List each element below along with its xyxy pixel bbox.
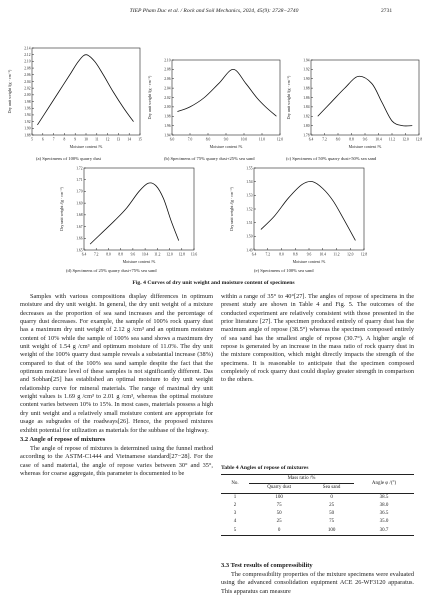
x-tick-label: 8.0: [279, 252, 284, 257]
x-tick-label: 13: [116, 137, 121, 142]
y-tick-label: 2.00: [164, 105, 171, 110]
x-tick-label: 8.0: [335, 137, 341, 142]
x-tick-label: 7.2: [322, 137, 327, 142]
table-cell: 38.0: [379, 502, 389, 508]
y-tick-label: 1.70: [76, 189, 83, 194]
table-head-sand: Sea sand: [309, 484, 354, 493]
right-column-lower: [221, 561, 414, 596]
table-cell: 0: [330, 494, 333, 500]
y-tick-label: 1.82: [303, 114, 310, 119]
y-tick-label: 2.00: [24, 93, 31, 98]
chart-e: [228, 164, 368, 266]
table-cell: 5: [221, 527, 249, 536]
x-tick-label: 11.0: [258, 137, 266, 142]
y-tick-label: 1.98: [164, 114, 171, 119]
x-tick-label: 14: [127, 137, 131, 142]
y-tick-label: 1.96: [164, 123, 171, 128]
y-axis-label: Dry unit weight /(g · cm⁻³): [147, 75, 152, 120]
y-axis-label: Dry unit weight /(g · cm⁻³): [59, 187, 64, 231]
table-head-angle: Angle φ /(°): [354, 475, 414, 494]
x-tick-label: 11.2: [333, 252, 340, 257]
chart-b-caption: (b) Specimens of 75% quarry dust+25% sea sand: [164, 156, 255, 161]
y-tick-label: 2.08: [24, 66, 31, 71]
x-tick-label: 5: [31, 137, 33, 142]
chart-c-caption: (c) Specimens of 50% quarry dust+50% sea sand: [286, 156, 377, 161]
x-tick-label: 8.8: [293, 252, 298, 257]
x-tick-label: 12.8: [178, 252, 185, 257]
left-paragraph-2: The angle of repose of mixtures is determined using the funnel method according to the ASTM-C1444 and Vietnamese standard[27−28]. For the case of sand material, the angle of repose varies between 30° and 35°, whereas for coarse aggregate, this parameter is documented to be: [20, 444, 213, 477]
x-tick-label: 8.0: [205, 137, 211, 142]
y-tick-label: 1.94: [24, 113, 31, 118]
x-tick-label: 12.0: [347, 252, 354, 257]
y-tick-label: 1.72: [76, 166, 83, 171]
chart-b: [146, 56, 284, 151]
table-head-no: No.: [221, 475, 249, 494]
y-tick-label: 1.84: [303, 105, 310, 110]
x-tick-label: 13.6: [190, 252, 198, 257]
plot-frame: [172, 60, 280, 135]
y-tick-label: 2.14: [24, 46, 31, 51]
y-tick-label: 1.55: [246, 166, 253, 171]
left-paragraph-1: Samples with various compositions display differences in optimum moisture and dry unit weight. In general, the dry unit weight of a mixture decreases as the proportion of sea sand increases and the percentage of quarry dust decreases. For example, the sample of 100% rock quarry dust has a maximum dry unit weight of 2.12 g /cm³ and an optimum moisture content of 10% while the sample of 100% sea sand shows a maximum dry unit weight of 1.54 g /cm³ and optimum moisture of 11.0%. The dry unit weight of the 100% quarry dust sample reveals a substantial increase (38%) compared to that of the 100% sea sand sample despite the fact that the optimum moisture level of these samples is not significantly different. Das and Sobhan[25] has established an optimal moisture to dry unit weight relationship curve for mineral materials. The range of maximal dry unit weight values is 1.69 g /cm³ to 2.01 g /cm³, whereas the optimal moisture content varies between 10% to 15%. In most cases, materials possess a high dry unit weight and a relatively small moisture content are appropriate for usage as subgrades of the roadways[26]. Hence, the proposed mixtures exhibit potential for utilization as materials for the subbase of the highway.: [20, 293, 213, 434]
table-caption: Table 4 Angles of repose of mixtures: [221, 465, 309, 471]
x-tick-label: 7: [52, 137, 55, 142]
table-cell: 35.0: [379, 519, 389, 525]
y-tick-label: 1.94: [303, 58, 310, 63]
table-cell: 4: [233, 519, 237, 525]
table-4: [221, 465, 414, 536]
table-cell: 25: [276, 519, 282, 525]
x-tick-label: 8: [63, 137, 66, 142]
x-tick-label: 9: [74, 137, 77, 142]
series-line: [318, 76, 413, 126]
table-cell: 75: [329, 519, 335, 525]
y-tick-label: 1.92: [24, 119, 31, 124]
y-tick-label: 1.66: [76, 236, 83, 241]
table-cell: 0: [249, 527, 309, 536]
y-tick-label: 2.10: [24, 59, 31, 64]
x-tick-label: 11: [95, 137, 99, 142]
x-tick-label: 12.0: [402, 137, 409, 142]
table-cell: 30.7: [354, 527, 414, 536]
plot-frame: [311, 60, 419, 135]
y-axis-label: Dry unit weight /(g · cm⁻³): [229, 187, 234, 231]
y-tick-label: 1.71: [76, 178, 83, 183]
y-tick-label: 1.88: [303, 86, 310, 91]
series-line: [90, 183, 179, 244]
y-tick-label: 2.10: [164, 58, 171, 63]
x-axis-label: Moisture content /%: [292, 259, 326, 264]
y-tick-label: 2.04: [24, 79, 31, 84]
y-tick-label: 1.65: [76, 248, 83, 253]
y-tick-label: 2.06: [164, 77, 171, 82]
y-tick-label: 1.49: [246, 248, 253, 253]
y-tick-label: 1.92: [303, 67, 310, 72]
y-tick-label: 2.02: [164, 95, 171, 100]
y-axis-label: Dry unit weight /(g · cm⁻³): [286, 75, 291, 120]
x-tick-label: 10.0: [240, 137, 248, 142]
table-row: [221, 527, 414, 536]
table-head-mass: Mass ratio /%: [249, 475, 354, 484]
y-tick-label: 2.06: [24, 73, 31, 78]
plot-frame: [32, 48, 140, 135]
y-tick-label: 1.50: [246, 234, 253, 239]
y-tick-label: 1.96: [24, 106, 31, 111]
right-column: [221, 293, 414, 385]
x-tick-label: 12.0: [276, 137, 284, 142]
chart-d-caption: (d) Specimens of 25% quarry dust+75% sea sand: [66, 268, 157, 273]
y-tick-label: 1.90: [303, 77, 310, 82]
table-cell: 25: [329, 502, 335, 508]
x-tick-label: 7.2: [93, 252, 99, 257]
x-tick-label: 6.0: [169, 137, 175, 142]
table-row: [221, 510, 414, 518]
x-tick-label: 10.4: [141, 252, 149, 257]
y-tick-label: 1.69: [76, 201, 83, 206]
x-tick-label: 11.2: [154, 252, 161, 257]
x-tick-label: 9.0: [223, 137, 229, 142]
y-tick-label: 2.12: [24, 52, 31, 57]
x-tick-label: 11.2: [388, 137, 396, 142]
table-cell: 3: [233, 511, 237, 517]
table-cell: 100: [275, 494, 283, 500]
x-tick-label: 8.0: [106, 252, 111, 257]
series-line: [37, 55, 133, 125]
table-row: [221, 518, 414, 526]
y-tick-label: 1.90: [24, 126, 31, 131]
right-paragraph-2: The compressibility properties of the mixture specimens were evaluated using the advanced consolidation equipment ACE 26-WF3120 apparatus. This apparatus can measure: [221, 571, 414, 595]
chart-c: [285, 56, 423, 151]
x-axis-label: Moisture content /%: [209, 144, 243, 149]
x-tick-label: 12: [105, 137, 110, 142]
figure-caption: Fig. 4 Curves of dry unit weight and moisture content of specimens: [132, 280, 295, 286]
y-tick-label: 1.98: [24, 99, 31, 104]
y-tick-label: 2.08: [164, 67, 171, 72]
table-cell: 50: [329, 511, 335, 517]
x-axis-label: Moisture content /%: [122, 259, 156, 264]
x-axis-label: Moisture content /%: [348, 144, 382, 149]
x-tick-label: 9.6: [306, 252, 312, 257]
y-axis-label: Dry unit weight /(g · cm⁻³): [7, 69, 12, 114]
table-cell: 1: [233, 494, 237, 500]
x-axis-label: Moisture content /%: [69, 144, 103, 149]
table-row: [221, 493, 414, 502]
x-tick-label: 6.4: [308, 137, 314, 142]
plot-frame: [254, 168, 364, 250]
y-tick-label: 1.78: [303, 133, 310, 138]
x-tick-label: 12.0: [166, 252, 173, 257]
chart-a: [6, 44, 144, 151]
y-tick-label: 1.86: [303, 95, 310, 100]
table-cell: 36.5: [379, 511, 389, 517]
y-tick-label: 2.02: [24, 86, 31, 91]
chart-d: [58, 164, 198, 266]
table-cell: 2: [233, 502, 237, 508]
series-line: [177, 69, 276, 116]
y-tick-label: 1.94: [164, 133, 171, 138]
section-heading-3-2: 3.2 Angle of repose of mixtures: [20, 435, 106, 443]
x-tick-label: 10.4: [375, 137, 382, 142]
page-number: 2731: [381, 8, 393, 14]
running-head: TIEP Pham Duc et al. / Rock and Soil Mechanics, 2024, 45(9): 2728−2740: [129, 8, 299, 14]
x-tick-label: 15: [138, 137, 142, 142]
left-column: [20, 293, 213, 478]
table-head-quarry: Quarry dust: [249, 484, 309, 493]
x-tick-label: 7.0: [187, 137, 193, 142]
x-tick-label: 10: [84, 137, 88, 142]
y-tick-label: 1.67: [76, 224, 83, 229]
x-tick-label: 8.8: [349, 137, 354, 142]
series-line: [261, 181, 356, 240]
y-tick-label: 1.54: [246, 179, 253, 184]
y-tick-label: 1.80: [303, 123, 310, 128]
table-cell: 38.5: [379, 494, 389, 500]
y-tick-label: 1.51: [246, 220, 253, 225]
right-paragraph-1: within a range of 35° to 40°[27]. The angles of repose of specimens in the present study are shown in Table 4 and Fig. 5. The outcomes of the conducted experiment are relatively consistent with those presented in the prior literature [27]. The specimen produced entirely of quarry dust has the maximum angle of repose (38.5°) whereas the specimen composed entirely of sea sand has the smallest angle of repose (30.7°). A higher angle of repose is generated by an increase in the mass ratio of rock quarry dust in the mixture composition, which might directly impacts the strength of the specimens. It is reasonable to anticipate that the specimen composed completely of rock quarry dust could display greater strength in comparison to the others.: [221, 293, 414, 384]
table-cell: 75: [276, 502, 282, 508]
x-tick-label: 6.4: [81, 252, 87, 257]
section-heading-3-3: 3.3 Test results of compressibility: [221, 562, 313, 569]
repose-table: [221, 474, 414, 536]
x-tick-label: 9.6: [362, 137, 368, 142]
y-tick-label: 1.53: [246, 193, 253, 198]
table-cell: 100: [309, 527, 354, 536]
y-tick-label: 1.68: [76, 213, 83, 218]
table-cell: 50: [276, 511, 282, 517]
x-tick-label: 6.4: [251, 252, 257, 257]
x-tick-label: 12.8: [360, 252, 368, 257]
table-row: [221, 502, 414, 510]
x-tick-label: 8.8: [118, 252, 123, 257]
chart-a-caption: (a) Specimens of 100% quarry dust: [36, 156, 101, 161]
y-tick-label: 2.04: [164, 86, 171, 91]
x-tick-label: 9.6: [130, 252, 136, 257]
x-tick-label: 12.8: [415, 137, 423, 142]
y-tick-label: 1.88: [24, 133, 31, 138]
chart-e-caption: (e) Specimens of 100% sea sand: [254, 268, 314, 273]
y-tick-label: 1.52: [246, 207, 253, 212]
x-tick-label: 10.4: [319, 252, 326, 257]
x-tick-label: 7.2: [265, 252, 270, 257]
x-tick-label: 6: [41, 137, 44, 142]
